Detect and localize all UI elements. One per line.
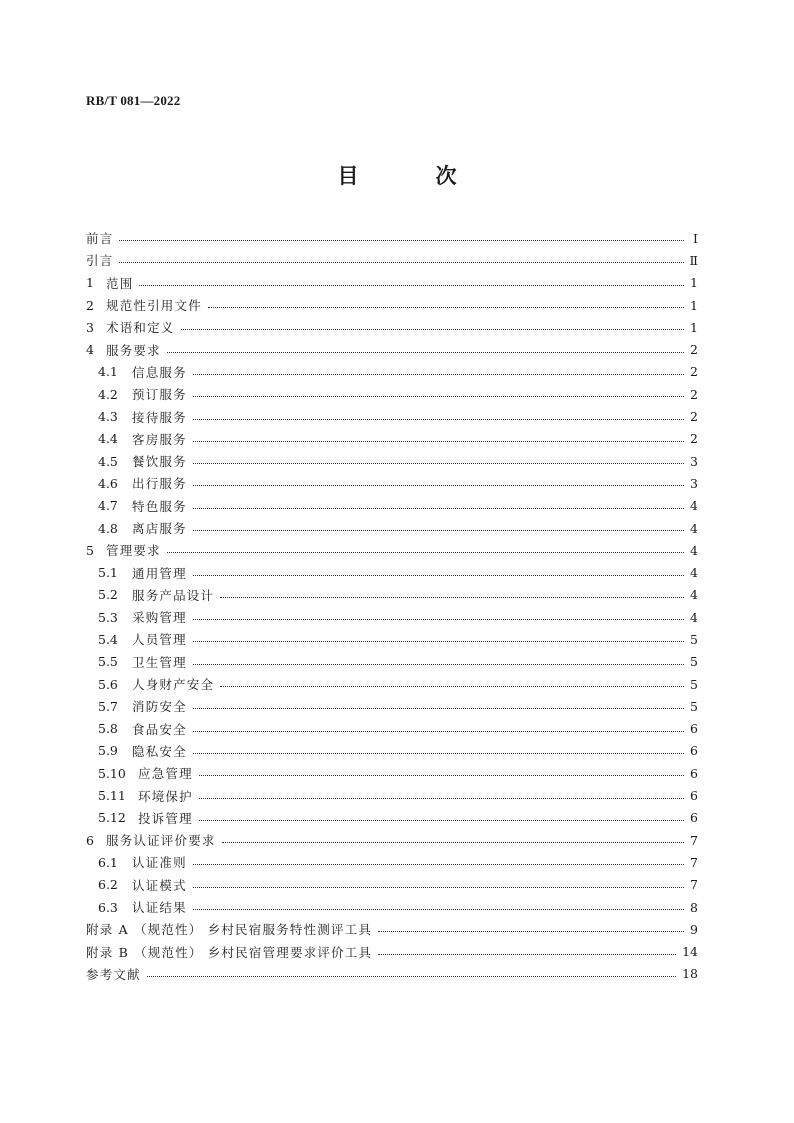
document-code: RB/T 081—2022 xyxy=(86,93,181,108)
toc-entry[interactable] xyxy=(86,918,698,940)
toc-dot-leader xyxy=(193,640,684,642)
toc-entry-page: 7 xyxy=(690,877,698,893)
toc-dot-leader xyxy=(193,886,684,888)
toc-entry[interactable] xyxy=(86,561,698,583)
toc-entry-page: 2 xyxy=(690,342,698,358)
toc-entry-number: 5.12 xyxy=(98,810,126,826)
toc-entry[interactable] xyxy=(86,673,698,695)
toc-entry-page: 3 xyxy=(690,453,698,469)
toc-entry-title: 术语和定义 xyxy=(106,320,175,336)
toc-entry-page: 8 xyxy=(690,899,698,915)
toc-entry[interactable] xyxy=(86,651,698,673)
toc-entry-number: 5.1 xyxy=(98,565,118,581)
toc-entry-page: 1 xyxy=(690,319,698,335)
toc-dot-leader xyxy=(193,863,684,865)
toc-dot-leader xyxy=(193,395,684,397)
toc-entry-title: 认证准则 xyxy=(132,855,187,871)
toc-entry-page: 5 xyxy=(690,698,698,714)
toc-entry-number: 6.1 xyxy=(98,854,118,870)
toc-dot-leader xyxy=(199,774,684,776)
toc-entry-title: 人身财产安全 xyxy=(132,677,215,693)
toc-entry[interactable] xyxy=(86,405,698,427)
toc-entry-title: 信息服务 xyxy=(132,364,187,380)
toc-entry-page: 6 xyxy=(690,721,698,737)
toc-dot-leader xyxy=(193,484,684,486)
toc-entry[interactable] xyxy=(86,249,698,271)
toc-entry-page: Ⅰ xyxy=(693,230,698,246)
toc-entry[interactable] xyxy=(86,495,698,517)
toc-dot-leader xyxy=(167,551,684,553)
toc-entry-title: 前言 xyxy=(86,231,114,247)
toc-entry[interactable] xyxy=(86,762,698,784)
toc-entry-page: 7 xyxy=(690,832,698,848)
toc-dot-leader xyxy=(193,418,684,420)
toc-entry-title: 参考文献 xyxy=(86,966,141,982)
toc-entry[interactable] xyxy=(86,517,698,539)
toc-entry[interactable] xyxy=(86,829,698,851)
toc-entry-title: 环境保护 xyxy=(138,788,193,804)
toc-dot-leader xyxy=(139,284,684,286)
toc-entry-number: 4.3 xyxy=(98,409,118,425)
toc-dot-leader xyxy=(193,663,684,665)
toc-entry-number: 5.8 xyxy=(98,721,118,737)
toc-dot-leader xyxy=(199,819,684,821)
toc-entry-number: 6.2 xyxy=(98,877,118,893)
toc-entry-title: 服务认证评价要求 xyxy=(106,833,216,849)
toc-entry[interactable] xyxy=(86,784,698,806)
toc-entry-number: 4.4 xyxy=(98,431,118,447)
toc-entry-page: 6 xyxy=(690,788,698,804)
toc-entry-title: 预订服务 xyxy=(132,387,187,403)
toc-entry-title: 离店服务 xyxy=(132,521,187,536)
toc-entry-title: 餐饮服务 xyxy=(132,454,187,470)
toc-dot-leader xyxy=(193,574,684,576)
toc-dot-leader xyxy=(119,261,683,263)
toc-dot-leader xyxy=(208,306,684,308)
toc-entry-title: 消防安全 xyxy=(132,699,187,715)
toc-entry-number: 2 xyxy=(86,297,94,313)
toc-entry-number: 5.11 xyxy=(98,788,126,804)
toc-entry-title: 管理要求 xyxy=(106,543,161,559)
toc-entry-number: 5.10 xyxy=(98,765,126,781)
toc-entry-title: 规范性引用文件 xyxy=(106,298,202,314)
toc-entry-title: 引言 xyxy=(86,253,114,269)
toc-entry-title: 食品安全 xyxy=(132,721,187,737)
toc-entry[interactable] xyxy=(86,628,698,650)
toc-entry-title: 服务产品设计 xyxy=(132,587,215,603)
toc-entry-number: 4 xyxy=(86,342,94,358)
toc-entry[interactable] xyxy=(86,316,698,338)
toc-entry[interactable] xyxy=(86,606,698,628)
toc-entry-page: 2 xyxy=(690,431,698,447)
toc-entry-number: 4.5 xyxy=(98,453,118,469)
toc-dot-leader xyxy=(193,440,684,442)
toc-entry-title: 附录 A （规范性） 乡村民宿服务特性测评工具 xyxy=(86,922,373,938)
toc-entry-number: 4.7 xyxy=(98,498,118,514)
toc-entry-page: 3 xyxy=(690,475,698,491)
toc-entry[interactable] xyxy=(86,851,698,873)
table-of-contents xyxy=(86,227,698,985)
toc-dot-leader xyxy=(193,373,684,375)
toc-entry[interactable] xyxy=(86,718,698,740)
toc-entry-number: 3 xyxy=(86,319,94,335)
toc-entry-number: 5.3 xyxy=(98,609,118,625)
toc-entry[interactable] xyxy=(86,874,698,896)
toc-entry-title: 认证结果 xyxy=(132,900,187,916)
toc-entry-page: 4 xyxy=(690,498,698,514)
page-title: 目 次 xyxy=(337,164,485,188)
toc-dot-leader xyxy=(222,841,684,843)
toc-entry[interactable] xyxy=(86,941,698,963)
toc-entry-number: 4.6 xyxy=(98,475,118,491)
toc-entry-title: 客房服务 xyxy=(132,431,187,447)
toc-entry-title: 认证模式 xyxy=(132,877,187,893)
toc-entry-title: 范围 xyxy=(106,275,134,291)
toc-entry-number: 1 xyxy=(86,275,94,291)
toc-entry-title: 隐私安全 xyxy=(132,743,187,759)
toc-entry-title: 特色服务 xyxy=(132,498,187,514)
toc-entry[interactable] xyxy=(86,472,698,494)
toc-entry[interactable] xyxy=(86,963,698,985)
toc-dot-leader xyxy=(193,752,684,754)
toc-entry[interactable] xyxy=(86,383,698,405)
toc-entry-title: 服务要求 xyxy=(106,342,161,358)
toc-entry[interactable] xyxy=(86,539,698,561)
toc-entry-page: 4 xyxy=(690,520,698,536)
toc-entry-number: 4.2 xyxy=(98,386,118,402)
toc-entry-number: 5 xyxy=(86,542,94,558)
toc-entry-page: 4 xyxy=(690,609,698,625)
toc-entry-page: 14 xyxy=(682,944,698,960)
toc-entry-title: 应急管理 xyxy=(138,766,193,782)
toc-dot-leader xyxy=(199,797,684,799)
toc-entry-number: 5.6 xyxy=(98,676,118,692)
toc-dot-leader xyxy=(193,462,684,464)
toc-entry-page: 2 xyxy=(690,409,698,425)
toc-entry-title: 出行服务 xyxy=(132,476,187,492)
toc-entry-page: 4 xyxy=(690,565,698,581)
toc-entry-number: 5.9 xyxy=(98,743,118,759)
toc-entry-title: 投诉管理 xyxy=(138,810,193,826)
toc-dot-leader xyxy=(193,618,684,620)
toc-entry-number: 6.3 xyxy=(98,899,118,915)
toc-entry[interactable] xyxy=(86,338,698,360)
toc-entry-title: 人员管理 xyxy=(132,632,187,648)
toc-entry-title: 通用管理 xyxy=(132,565,187,581)
toc-entry-page: 5 xyxy=(690,654,698,670)
toc-entry-title: 采购管理 xyxy=(132,610,187,626)
toc-entry[interactable] xyxy=(86,740,698,762)
toc-entry-page: 7 xyxy=(690,854,698,870)
toc-entry-number: 5.7 xyxy=(98,698,118,714)
toc-entry[interactable] xyxy=(86,227,698,249)
toc-entry-page: 6 xyxy=(690,765,698,781)
toc-entry[interactable] xyxy=(86,294,698,316)
toc-dot-leader xyxy=(378,930,684,932)
toc-entry-page: 1 xyxy=(690,297,698,313)
toc-entry-page: 9 xyxy=(690,921,698,937)
toc-entry-number: 5.5 xyxy=(98,654,118,670)
toc-dot-leader xyxy=(193,507,684,509)
toc-dot-leader xyxy=(193,707,684,709)
toc-dot-leader xyxy=(181,328,684,330)
toc-entry-number: 6 xyxy=(86,832,94,848)
toc-dot-leader xyxy=(193,730,684,732)
toc-entry-page: 6 xyxy=(690,743,698,759)
toc-entry-page: 6 xyxy=(690,810,698,826)
toc-dot-leader xyxy=(167,351,684,353)
toc-entry[interactable] xyxy=(86,695,698,717)
toc-entry-page: 1 xyxy=(690,275,698,291)
toc-entry[interactable] xyxy=(86,807,698,829)
toc-entry-page: 4 xyxy=(690,587,698,603)
toc-dot-leader xyxy=(220,685,684,687)
toc-entry-title: 附录 B （规范性） 乡村民宿管理要求评价工具 xyxy=(86,944,373,960)
toc-entry-page: 18 xyxy=(682,966,698,982)
toc-entry-page: 5 xyxy=(690,631,698,647)
toc-entry-page: 2 xyxy=(690,364,698,380)
toc-dot-leader xyxy=(193,529,684,531)
toc-dot-leader xyxy=(193,908,684,910)
toc-entry-page: 4 xyxy=(690,542,698,558)
toc-dot-leader xyxy=(378,953,676,955)
toc-entry-title: 接待服务 xyxy=(132,409,187,425)
toc-entry[interactable] xyxy=(86,584,698,606)
toc-entry[interactable] xyxy=(86,896,698,918)
toc-dot-leader xyxy=(147,975,676,977)
toc-entry-title: 卫生管理 xyxy=(132,654,187,670)
toc-entry-page: 2 xyxy=(690,386,698,402)
toc-entry-number: 4.8 xyxy=(98,520,118,536)
toc-entry[interactable] xyxy=(86,272,698,294)
toc-entry-number: 5.4 xyxy=(98,631,118,647)
toc-entry-number: 5.2 xyxy=(98,587,118,603)
toc-dot-leader xyxy=(220,596,684,598)
toc-entry-page: 5 xyxy=(690,676,698,692)
toc-entry-page: Ⅱ xyxy=(689,252,698,268)
toc-entry[interactable] xyxy=(86,428,698,450)
toc-entry-number: 4.1 xyxy=(98,364,118,380)
toc-dot-leader xyxy=(119,239,684,241)
toc-entry[interactable] xyxy=(86,361,698,383)
toc-entry[interactable] xyxy=(86,450,698,472)
